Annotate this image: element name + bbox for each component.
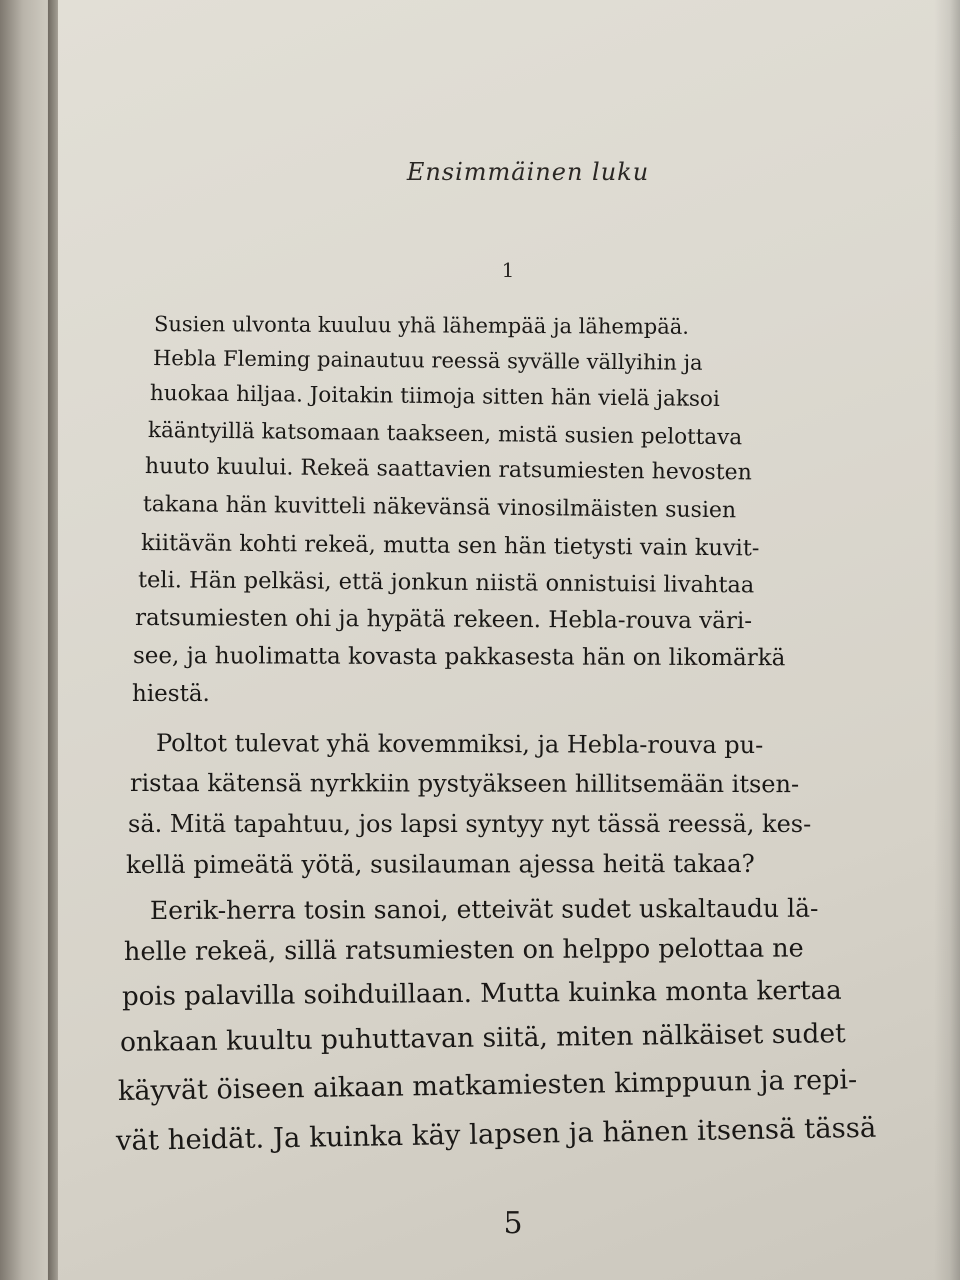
body-line: kellä pimeätä yötä, susilauman ajessa heitä takaa?	[125, 848, 755, 879]
body-line: käyvät öiseen aikaan matkamiesten kimppuun ja repi-	[117, 1064, 858, 1107]
body-line: see, ja huolimatta kovasta pakkasesta hän on likomärkä	[132, 643, 786, 672]
chapter-heading: Ensimmäinen luku	[406, 158, 650, 186]
book-page	[58, 0, 960, 1280]
body-line: huuto kuului. Rekeä saattavien ratsumiesten hevosten	[144, 454, 752, 486]
section-number: 1	[501, 258, 515, 282]
body-line: Eerik-herra tosin sanoi, etteivät sudet uskaltaudu lä-	[149, 893, 819, 925]
body-line: pois palavilla soihduillaan. Mutta kuinka monta kertaa	[121, 975, 842, 1012]
body-line: onkaan kuultu puhuttavan siitä, miten nälkäiset sudet	[119, 1018, 846, 1058]
page-text	[98, 0, 938, 1280]
body-line: kääntyillä katsomaan taakseen, mistä susien pelottava	[147, 418, 743, 451]
body-line: Susien ulvonta kuuluu yhä lähempää ja lähempää.	[153, 312, 690, 339]
body-line: huokaa hiljaa. Joitakin tiimoja sitten hän vielä jaksoi	[149, 381, 720, 412]
body-line: helle rekeä, sillä ratsumiesten on helppo pelottaa ne	[123, 933, 804, 967]
body-line: takana hän kuvitteli näkevänsä vinosilmäisten susien	[142, 492, 737, 524]
body-line: sä. Mitä tapahtuu, jos lapsi syntyy nyt tässä reessä, kes-	[128, 810, 812, 838]
page-number: 5	[503, 1206, 523, 1241]
body-line: kiitävän kohti rekeä, mutta sen hän tietysti vain kuvit-	[140, 530, 760, 562]
body-line: hiestä.	[132, 681, 210, 707]
body-line: Hebla Fleming painautuu reessä syvälle vällyihin ja	[152, 346, 703, 375]
body-line: Poltot tulevat yhä kovemmiksi, ja Hebla-rouva pu-	[155, 729, 764, 760]
body-line: teli. Hän pelkäsi, että jonkun niistä onnistuisi livahtaa	[137, 567, 755, 599]
body-line: vät heidät. Ja kuinka käy lapsen ja hänen itsensä tässä	[115, 1111, 877, 1157]
body-line: ratsumiesten ohi ja hypätä rekeen. Hebla-rouva väri-	[134, 605, 753, 635]
body-line: ristaa kätensä nyrkkiin pystyäkseen hillitsemään itsen-	[129, 769, 800, 799]
